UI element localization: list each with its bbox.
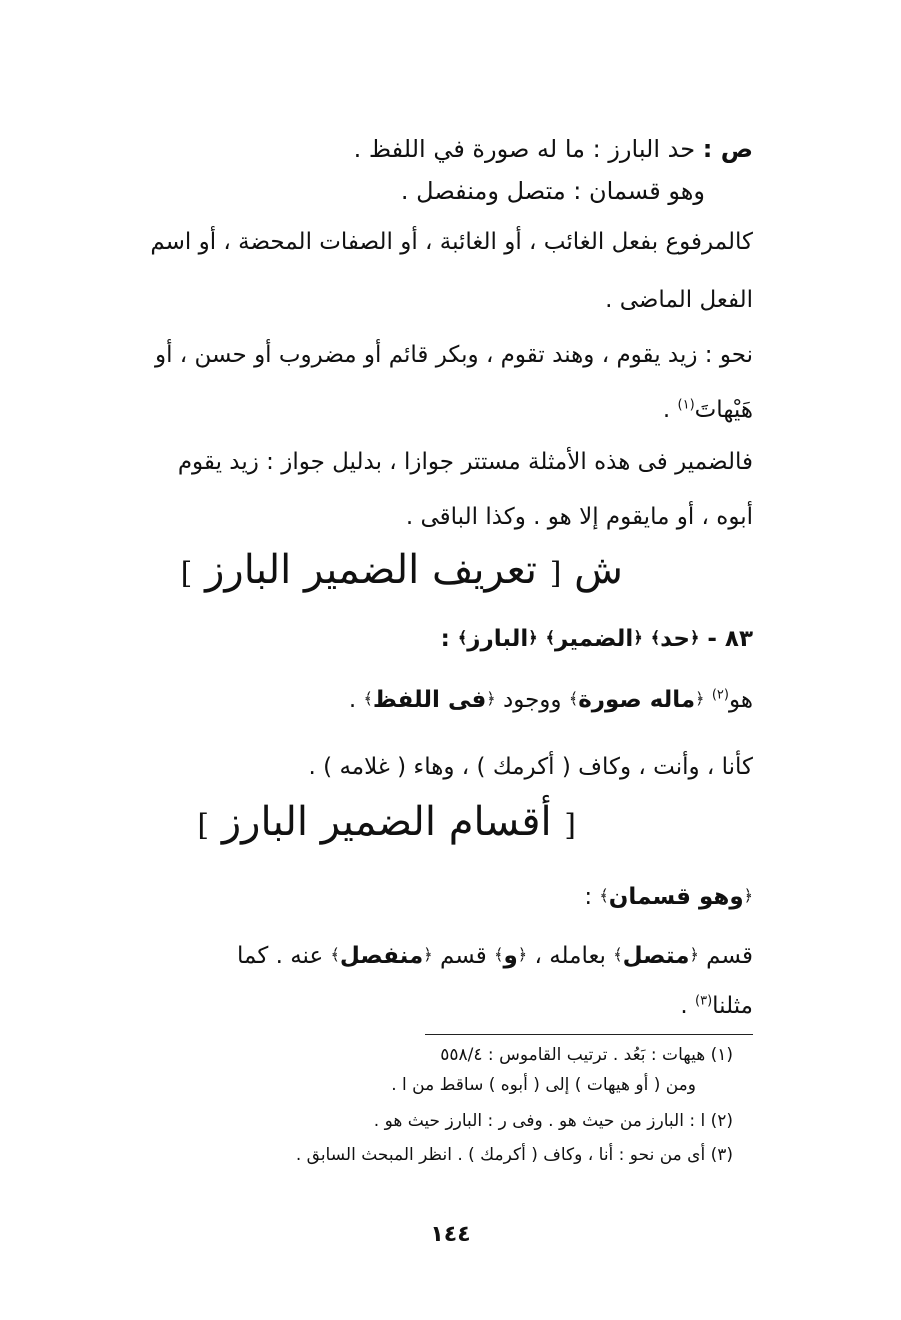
ornament-close-icon: ﴾ [494, 945, 504, 964]
ornament-open-icon: ﴿ [486, 689, 496, 708]
heading-divisions-text: أقسام الضمير البارز [221, 799, 552, 845]
division-line-1 [237, 944, 753, 969]
ornament-close-icon: ﴾ [545, 628, 556, 647]
ornament-close-icon: ﴾ [457, 628, 468, 647]
division-anhu: عنه . كما [237, 943, 324, 969]
colon: : [584, 884, 593, 910]
footnote-2: (٢) ا : البارز من حيث هو . وفى ر : البارز حيث هو . [373, 1111, 733, 1131]
ornament-close-icon: ﴾ [650, 628, 661, 647]
heading-definition [181, 548, 623, 592]
period: . [348, 687, 357, 713]
period: . [680, 993, 688, 1019]
division-biamilihi: بعامله ، [534, 943, 606, 969]
examples-line: كأنا ، وأنت ، وكاف ( أكرمك ) ، وهاء ( غلامه ) . [308, 754, 753, 780]
division-muttasil: متصل [622, 943, 690, 969]
ornament-close-icon: ﴾ [330, 945, 340, 964]
sharh-p1-line-2: الفعل الماضى . [605, 287, 753, 313]
sharh-p3-line-1: فالضمير فى هذه الأمثلة مستتر جوازا ، بدليل جواز : زيد يقوم [177, 449, 753, 475]
ornament-open-icon: ﴿ [743, 886, 753, 905]
matn-lead: ص : [702, 135, 753, 163]
ornament-open-icon: ﴿ [517, 945, 528, 964]
ornament-open-icon: ﴿ [689, 628, 700, 647]
ornament-close-icon: ﴾ [613, 945, 623, 964]
heading-bracket-open: [ [549, 556, 562, 591]
footnote-ref-3: (٣) [695, 993, 713, 1009]
matn-line-2: وهو قسمان : متصل ومنفصل . [400, 177, 705, 205]
period: . [662, 397, 671, 423]
heading-bracket-open: [ [564, 808, 576, 843]
division-title [584, 885, 753, 910]
footnote-3: (٣) أى من نحو : أنا ، وكاف ( أكرمك ) . انظر المبحث السابق . [295, 1145, 733, 1165]
ornament-open-icon: ﴿ [695, 689, 705, 708]
footnote-1: (١) هيهات : بَعُد . ترتيب القاموس : ٥٥٨/٤ [440, 1045, 733, 1065]
footnote-separator [425, 1034, 753, 1035]
sharh-p2-line-1: نحو : زيد يقوم ، وهند تقوم ، وبكر قائم أو مضروب أو حسن ، أو [154, 342, 753, 368]
sharh-p1-line-1: كالمرفوع بفعل الغائب ، أو الغائبة ، أو الصفات المحضة ، أو اسم [150, 229, 753, 255]
colon: : [440, 626, 450, 652]
division-word-qism: قسم [706, 943, 753, 969]
matn-line-1 [354, 136, 753, 162]
definition-line [349, 688, 753, 713]
heading-definition-text: تعريف الضمير البارز [205, 547, 538, 593]
ornament-open-icon: ﴿ [689, 945, 699, 964]
sharh-p2-line-2 [663, 398, 753, 423]
sharh-p3-line-2: أبوه ، أو مايقوم إلا هو . وكذا الباقى . [405, 504, 753, 530]
footnote-1-cont: ومن ( أو هيهات ) إلى ( أبوه ) ساقط من ا . [391, 1075, 696, 1095]
heading-prefix: ش [574, 547, 623, 593]
section-number: ٨٣ - [707, 626, 753, 652]
definition-bold-1: ماله صورة [578, 687, 696, 713]
division-waw: و [503, 943, 518, 969]
heading-bracket-close: ] [180, 556, 193, 591]
matn-line-1-text: حد البارز : ما له صورة في اللفظ . [353, 135, 696, 163]
definition-bold-2: فى اللفظ [372, 687, 487, 713]
footnote-ref-1: (١) [677, 397, 695, 413]
mathalna: مثلنا [712, 993, 753, 1019]
haihat-word: هَيْهاتَ [694, 397, 753, 423]
heading-bracket-close: ] [197, 808, 210, 843]
section-word-2: الضمير [555, 626, 634, 652]
ornament-close-icon: ﴾ [363, 689, 373, 708]
division-line-2 [680, 994, 753, 1019]
ornament-open-icon: ﴿ [633, 628, 643, 647]
page-number: ١٤٤ [430, 1222, 471, 1247]
heading-divisions [197, 800, 576, 844]
section-83-title [441, 627, 753, 652]
definition-mid: ووجود [502, 687, 562, 713]
division-bold: وهو قسمان [608, 884, 744, 910]
ornament-open-icon: ﴿ [423, 945, 433, 964]
division-munfasil: منفصل [339, 943, 424, 969]
division-word-qism-2: قسم [439, 943, 487, 969]
section-word-1: حد [660, 626, 690, 652]
ornament-open-icon: ﴿ [528, 628, 538, 647]
ornament-close-icon: ﴾ [568, 689, 579, 708]
ornament-close-icon: ﴾ [599, 886, 609, 905]
section-word-3: البارز [467, 626, 529, 652]
definition-start: هو [728, 687, 753, 713]
footnote-ref-2: (٢) [711, 687, 729, 703]
